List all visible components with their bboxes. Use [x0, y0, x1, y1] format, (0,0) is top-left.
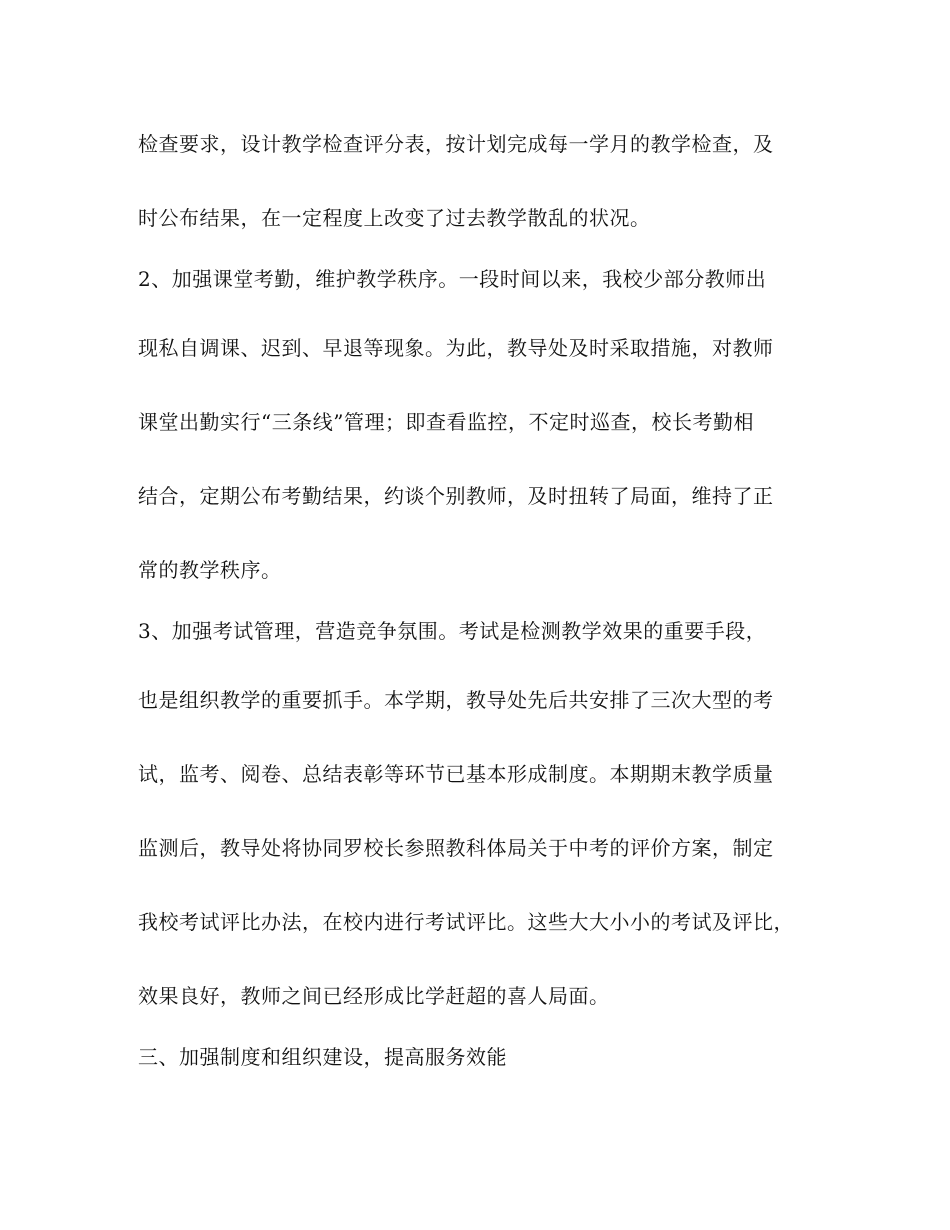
text-line: 试，监考、阅卷、总结表彰等环节已基本形成制度。本期期末教学质量 [138, 762, 774, 786]
text-line: 3、加强考试管理，营造竞争氛围。考试是检测教学效果的重要手段， [138, 619, 767, 643]
text-line: 监测后，教导处将协同罗校长参照教科体局关于中考的评价方案，制定 [138, 836, 774, 860]
text-line: 效果良好，教师之间已经形成比学赶超的喜人局面。 [138, 984, 610, 1008]
text-line: 常的教学秩序。 [138, 558, 282, 582]
text-line: 检查要求，设计教学检查评分表，按计划完成每一学月的教学检查，及 [138, 132, 774, 156]
text-line: 我校考试评比办法，在校内进行考试评比。这些大大小小的考试及评比， [138, 910, 794, 934]
text-line: 现私自调课、迟到、早退等现象。为此，教导处及时采取措施，对教师 [138, 336, 774, 360]
text-line: 2、加强课堂考勤，维护教学秩序。一段时间以来，我校少部分教师出 [138, 267, 767, 291]
text-line: 也是组织教学的重要抓手。本学期，教导处先后共安排了三次大型的考 [138, 688, 774, 712]
text-line: 结合，定期公布考勤结果，约谈个别教师，及时扭转了局面，维持了正 [138, 484, 774, 508]
text-line: 课堂出勤实行“三条线”管理；即查看监控，不定时巡查，校长考勤相 [138, 410, 754, 434]
section-heading: 三、加强制度和组织建设，提高服务效能 [138, 1045, 507, 1069]
text-line: 时公布结果，在一定程度上改变了过去教学散乱的状况。 [138, 206, 651, 230]
